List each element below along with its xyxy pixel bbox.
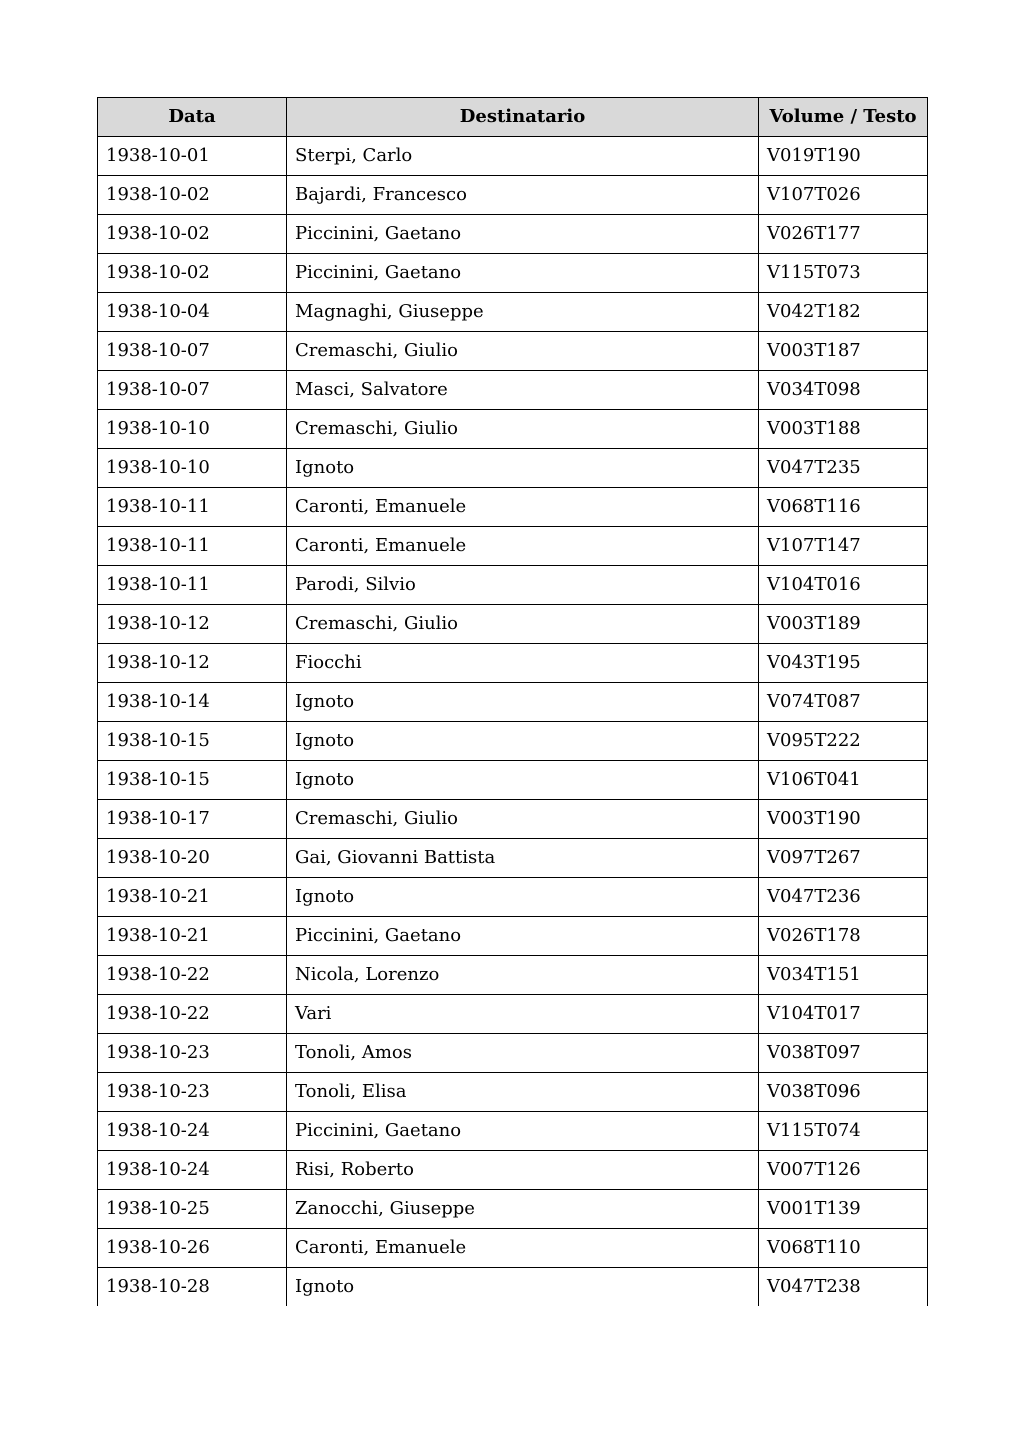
table-row [98, 722, 928, 761]
cell-destinatario: Caronti, Emanuele [287, 527, 759, 566]
table-row [98, 1229, 928, 1268]
cell-volume-testo: V106T041 [759, 761, 928, 800]
cell-data: 1938-10-12 [98, 605, 287, 644]
cell-volume-testo: V115T074 [759, 1112, 928, 1151]
table-row [98, 761, 928, 800]
cell-volume-testo: V038T096 [759, 1073, 928, 1112]
cell-volume-testo: V095T222 [759, 722, 928, 761]
cell-destinatario: Tonoli, Elisa [287, 1073, 759, 1112]
table-body [98, 137, 928, 1307]
table-row [98, 449, 928, 488]
cell-volume-testo: V019T190 [759, 137, 928, 176]
cell-destinatario: Magnaghi, Giuseppe [287, 293, 759, 332]
table-row [98, 644, 928, 683]
cell-data: 1938-10-07 [98, 332, 287, 371]
cell-data: 1938-10-14 [98, 683, 287, 722]
table-row [98, 800, 928, 839]
cell-volume-testo: V068T110 [759, 1229, 928, 1268]
cell-destinatario: Piccinini, Gaetano [287, 1112, 759, 1151]
table-row [98, 527, 928, 566]
table-row [98, 1112, 928, 1151]
table-row [98, 215, 928, 254]
cell-data: 1938-10-11 [98, 488, 287, 527]
cell-data: 1938-10-22 [98, 995, 287, 1034]
table-row [98, 917, 928, 956]
cell-data: 1938-10-23 [98, 1034, 287, 1073]
cell-data: 1938-10-15 [98, 722, 287, 761]
table-header-row [98, 98, 928, 137]
cell-volume-testo: V107T147 [759, 527, 928, 566]
cell-volume-testo: V097T267 [759, 839, 928, 878]
table-row [98, 332, 928, 371]
cell-volume-testo: V026T178 [759, 917, 928, 956]
cell-destinatario: Cremaschi, Giulio [287, 410, 759, 449]
cell-data: 1938-10-10 [98, 449, 287, 488]
cell-data: 1938-10-21 [98, 878, 287, 917]
cell-volume-testo: V003T188 [759, 410, 928, 449]
cell-volume-testo: V047T236 [759, 878, 928, 917]
column-header-data: Data [98, 98, 287, 137]
cell-volume-testo: V104T017 [759, 995, 928, 1034]
cell-data: 1938-10-20 [98, 839, 287, 878]
cell-destinatario: Ignoto [287, 761, 759, 800]
cell-volume-testo: V001T139 [759, 1190, 928, 1229]
table-row [98, 878, 928, 917]
cell-destinatario: Piccinini, Gaetano [287, 917, 759, 956]
cell-destinatario: Ignoto [287, 878, 759, 917]
table-row [98, 605, 928, 644]
cell-destinatario: Tonoli, Amos [287, 1034, 759, 1073]
cell-data: 1938-10-02 [98, 254, 287, 293]
cell-volume-testo: V107T026 [759, 176, 928, 215]
cell-data: 1938-10-26 [98, 1229, 287, 1268]
cell-destinatario: Risi, Roberto [287, 1151, 759, 1190]
cell-data: 1938-10-04 [98, 293, 287, 332]
cell-destinatario: Gai, Giovanni Battista [287, 839, 759, 878]
table-row [98, 1073, 928, 1112]
cell-volume-testo: V042T182 [759, 293, 928, 332]
cell-destinatario: Bajardi, Francesco [287, 176, 759, 215]
table-row [98, 1268, 928, 1307]
cell-data: 1938-10-24 [98, 1112, 287, 1151]
cell-volume-testo: V034T098 [759, 371, 928, 410]
table-row [98, 839, 928, 878]
cell-volume-testo: V115T073 [759, 254, 928, 293]
cell-volume-testo: V026T177 [759, 215, 928, 254]
cell-volume-testo: V003T189 [759, 605, 928, 644]
letters-index-table [97, 97, 928, 1306]
cell-data: 1938-10-01 [98, 137, 287, 176]
cell-data: 1938-10-22 [98, 956, 287, 995]
table-header [98, 98, 928, 137]
cell-data: 1938-10-17 [98, 800, 287, 839]
table-row [98, 137, 928, 176]
cell-destinatario: Fiocchi [287, 644, 759, 683]
cell-volume-testo: V034T151 [759, 956, 928, 995]
cell-volume-testo: V074T087 [759, 683, 928, 722]
cell-volume-testo: V047T235 [759, 449, 928, 488]
table-row [98, 995, 928, 1034]
cell-data: 1938-10-28 [98, 1268, 287, 1307]
table-row [98, 176, 928, 215]
cell-data: 1938-10-15 [98, 761, 287, 800]
cell-destinatario: Ignoto [287, 449, 759, 488]
cell-destinatario: Sterpi, Carlo [287, 137, 759, 176]
table-row [98, 371, 928, 410]
column-header-destinatario: Destinatario [287, 98, 759, 137]
cell-destinatario: Ignoto [287, 1268, 759, 1307]
cell-data: 1938-10-23 [98, 1073, 287, 1112]
cell-data: 1938-10-11 [98, 527, 287, 566]
column-header-volume-testo: Volume / Testo [759, 98, 928, 137]
table-row [98, 488, 928, 527]
cell-destinatario: Ignoto [287, 722, 759, 761]
cell-destinatario: Cremaschi, Giulio [287, 332, 759, 371]
table-row [98, 956, 928, 995]
cell-destinatario: Cremaschi, Giulio [287, 800, 759, 839]
cell-destinatario: Caronti, Emanuele [287, 488, 759, 527]
table-row [98, 410, 928, 449]
cell-data: 1938-10-02 [98, 176, 287, 215]
cell-volume-testo: V043T195 [759, 644, 928, 683]
cell-data: 1938-10-11 [98, 566, 287, 605]
table-row [98, 566, 928, 605]
cell-destinatario: Parodi, Silvio [287, 566, 759, 605]
cell-destinatario: Ignoto [287, 683, 759, 722]
cell-destinatario: Caronti, Emanuele [287, 1229, 759, 1268]
cell-volume-testo: V047T238 [759, 1268, 928, 1307]
table-row [98, 254, 928, 293]
cell-volume-testo: V068T116 [759, 488, 928, 527]
table-row [98, 1151, 928, 1190]
cell-volume-testo: V038T097 [759, 1034, 928, 1073]
cell-volume-testo: V104T016 [759, 566, 928, 605]
cell-destinatario: Cremaschi, Giulio [287, 605, 759, 644]
cell-data: 1938-10-21 [98, 917, 287, 956]
table-row [98, 293, 928, 332]
table-row [98, 1034, 928, 1073]
cell-destinatario: Nicola, Lorenzo [287, 956, 759, 995]
cell-data: 1938-10-10 [98, 410, 287, 449]
cell-destinatario: Zanocchi, Giuseppe [287, 1190, 759, 1229]
cell-destinatario: Vari [287, 995, 759, 1034]
table-row [98, 683, 928, 722]
cell-destinatario: Piccinini, Gaetano [287, 254, 759, 293]
cell-volume-testo: V003T190 [759, 800, 928, 839]
cell-data: 1938-10-25 [98, 1190, 287, 1229]
cell-data: 1938-10-02 [98, 215, 287, 254]
table-row [98, 1190, 928, 1229]
cell-volume-testo: V007T126 [759, 1151, 928, 1190]
cell-data: 1938-10-12 [98, 644, 287, 683]
cell-volume-testo: V003T187 [759, 332, 928, 371]
cell-data: 1938-10-24 [98, 1151, 287, 1190]
cell-destinatario: Piccinini, Gaetano [287, 215, 759, 254]
cell-data: 1938-10-07 [98, 371, 287, 410]
cell-destinatario: Masci, Salvatore [287, 371, 759, 410]
